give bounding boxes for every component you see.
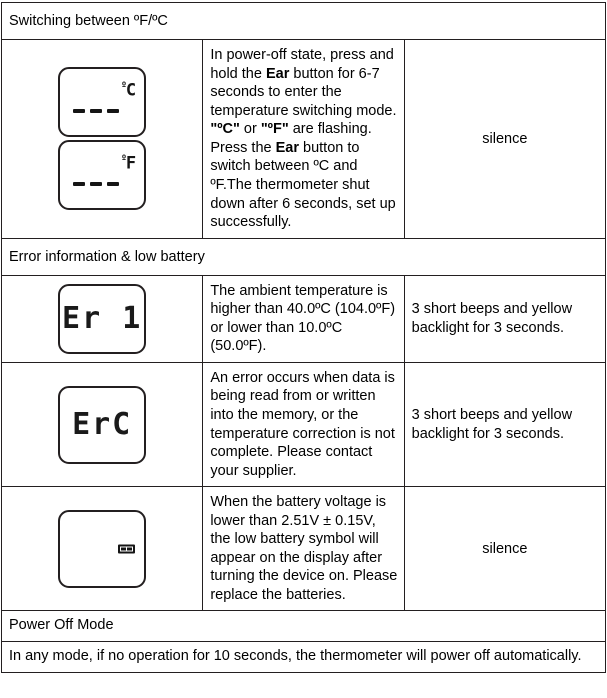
lcd-icon-cell-error-c <box>2 362 203 486</box>
description-cell-error-1: The ambient temperature is higher than 40.0ºC (104.0ºF) or lower than 10.0ºC (50.0ºF). <box>203 275 404 362</box>
desc-text-part5: button to switch between ºC and ºF.The thermometer shut down after 6 seconds, set up successfully. <box>210 139 396 231</box>
table-row-error-c <box>2 362 606 486</box>
description-cell-switching <box>203 40 404 238</box>
lcd-display-fahrenheit <box>58 140 146 210</box>
sound-cell-error-1: 3 short beeps and yellow backlight for 3 seconds. <box>404 275 605 362</box>
table-row-section-power-off-header <box>2 611 606 642</box>
sound-cell-switching: silence <box>404 40 605 238</box>
desc-text-part2: button for 6-7 seconds to enter the temperature switching mode. <box>210 65 397 119</box>
lcd-unit-fahrenheit <box>121 155 135 173</box>
lcd-display-error-1 <box>58 284 146 354</box>
low-battery-icon <box>118 544 135 553</box>
table-row-power-off-text <box>2 642 606 673</box>
desc-text-part4: are flashing. Press the <box>210 121 372 156</box>
lcd-display-low-battery <box>58 510 146 588</box>
desc-text-part3: or <box>239 121 261 138</box>
degree-symbol-fahrenheit: º <box>120 154 126 166</box>
section-title-switching: Switching between ºF/ºC <box>2 3 606 40</box>
lcd-icon-cell-switching <box>2 40 203 238</box>
table-row-section-switching-header <box>2 3 606 40</box>
table-row-switching <box>2 40 606 238</box>
section-title-power-off-mode: Power Off Mode <box>2 611 606 642</box>
degree-symbol-celsius: º <box>120 81 126 93</box>
lcd-icon-cell-low-battery <box>2 487 203 611</box>
unit-letter-celsius: C <box>125 81 136 102</box>
desc-bold-fahrenheit: "ºF" <box>260 121 289 138</box>
sound-cell-low-battery: silence <box>404 487 605 611</box>
desc-bold-ear-1: Ear <box>265 65 290 82</box>
desc-text-part1: In power-off state, press and hold the <box>210 47 394 82</box>
lcd-code-error-1: Er 1 <box>62 300 143 336</box>
power-off-description: In any mode, if no operation for 10 seconds, the thermometer will power off automatically. <box>2 642 606 673</box>
lcd-code-error-c: ErC <box>72 406 133 442</box>
table-row-low-battery <box>2 487 606 611</box>
manual-page <box>0 2 607 698</box>
lcd-dashes-celsius <box>73 109 119 113</box>
lcd-display-celsius <box>58 67 146 137</box>
section-title-error-information: Error information & low battery <box>2 238 606 275</box>
desc-bold-ear-2: Ear <box>275 139 299 156</box>
desc-bold-celsius: "ºC" <box>210 121 240 138</box>
description-cell-low-battery: When the battery voltage is lower than 2.51V ± 0.15V, the low battery symbol will appear on the display after turning the device on. Please replace the batteries. <box>203 487 404 611</box>
lcd-dashes-fahrenheit <box>73 182 119 186</box>
table-row-section-error-header <box>2 238 606 275</box>
thermometer-manual-table <box>1 2 606 673</box>
lcd-unit-celsius <box>121 82 135 100</box>
unit-letter-fahrenheit: F <box>125 154 136 175</box>
sound-cell-error-c: 3 short beeps and yellow backlight for 3 seconds. <box>404 362 605 486</box>
table-row-error-1 <box>2 275 606 362</box>
description-cell-error-c: An error occurs when data is being read from or written into the memory, or the temperature correction is not complete. Please contact your supplier. <box>203 362 404 486</box>
lcd-display-error-c <box>58 386 146 464</box>
lcd-icon-cell-error-1 <box>2 275 203 362</box>
